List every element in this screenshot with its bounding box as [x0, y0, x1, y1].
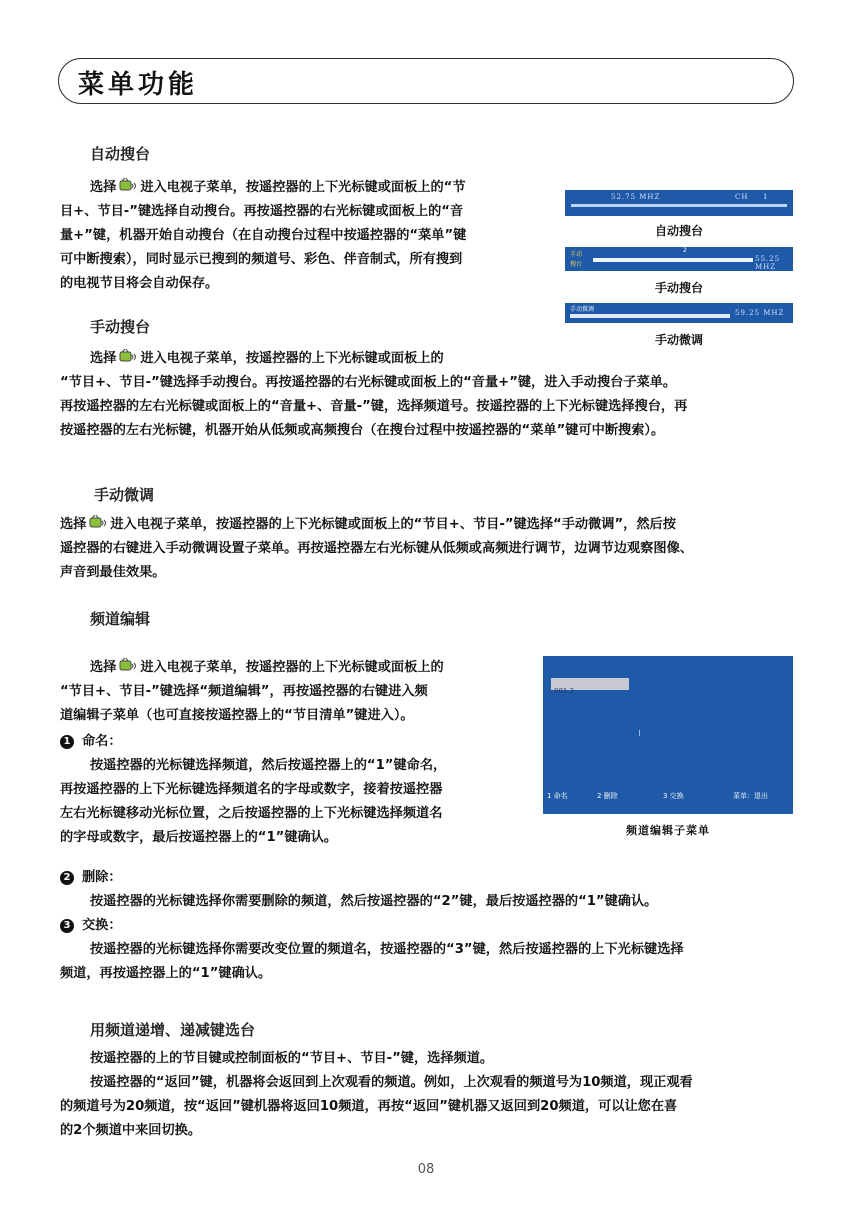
- bullet-3: 3: [60, 919, 74, 933]
- item-1-line-4: 的字母或数字，最后按遥控器上的“1”键确认。: [60, 830, 338, 845]
- fine-line-2: 遥控器的右键进入手动微调设置子菜单。再按遥控器左右光标键从低频或高频进行调节，边调节边观察图像、: [60, 541, 693, 556]
- auto-lead: 选择: [90, 180, 117, 195]
- manual-search-screen: [565, 247, 793, 271]
- fine-caption: 手动微调: [654, 333, 703, 347]
- item-3-line-2: 频道，再按遥控器上的“1”键确认。: [60, 966, 272, 981]
- page-title: 菜单功能: [78, 70, 199, 100]
- fine-freq: 59.25 MHZ: [735, 309, 785, 317]
- edit-highlight-text: 001 2: [554, 687, 575, 695]
- recall-line-3: 的频道号为20频道，按“返回”键机器将返回10频道，再按“返回”键机器又返回到20频道，可以让您在喜: [60, 1099, 678, 1114]
- item-3-line-1: 按遥控器的光标键选择你需要改变位置的频道名，按遥控器的“3”键，然后按遥控器的上下光标键选择: [90, 942, 684, 957]
- manual-search-paragraph: [60, 347, 800, 443]
- auto-line-1: 进入电视子菜单，按遥控器的上下光标键或面板上的“节: [140, 180, 466, 195]
- page-number: 08: [417, 1162, 435, 1177]
- item-3-label: 交换：: [82, 918, 122, 933]
- manual-line-1: 进入电视子菜单，按遥控器的上下光标键或面板上的: [140, 351, 444, 366]
- tv-icon: [118, 658, 138, 674]
- auto-search-paragraph: [60, 176, 540, 296]
- auto-ch-value: 1: [763, 193, 769, 201]
- heading-channel-edit: 频道编辑: [90, 610, 151, 628]
- fine-tune-paragraph: [60, 513, 800, 585]
- recall-line-1: 按遥控器的上的节目键或控制面板的“节目+、节目-”键，选择频道。: [90, 1051, 494, 1066]
- item-1-line-3: 左右光标键移动光标位置，之后按遥控器的上下光标键选择频道名: [60, 806, 443, 821]
- tv-icon: [118, 178, 138, 194]
- auto-line-5: 的电视节目将会自动保存。: [60, 276, 219, 291]
- item-1-line-2: 再按遥控器的上下光标键选择频道名的字母或数字，接着按遥控器: [60, 782, 443, 797]
- edit-tick: [639, 730, 640, 736]
- fine-lead: 选择: [60, 517, 87, 532]
- channel-recall-paragraph: [60, 1047, 800, 1143]
- bullet-2: 2: [60, 871, 74, 885]
- auto-freq: 52.75 MHZ: [611, 193, 661, 201]
- edit-highlight-row: [551, 678, 629, 695]
- manual-label-bottom: 搜台: [570, 261, 583, 268]
- edit-lead: 选择: [90, 660, 117, 675]
- item-2-label: 删除：: [82, 870, 122, 885]
- auto-caption: 自动搜台: [654, 224, 703, 238]
- channel-edit-items: [60, 866, 800, 986]
- fine-progress-track: [570, 314, 730, 318]
- heading-fine-tune: 手动微调: [94, 486, 155, 504]
- auto-line-2: 目+、节目-”键选择自动搜台。再按遥控器的右光标键或面板上的“音: [60, 204, 464, 219]
- channel-edit-paragraph: [60, 656, 520, 850]
- fine-tune-screen: [565, 303, 793, 323]
- manual-marker: 2: [683, 247, 687, 254]
- fine-label: 手动微调: [570, 306, 595, 313]
- recall-line-2: 按遥控器的“返回”键，机器将会返回到上次观看的频道。例如，上次观看的频道号为10频道，现正观看: [90, 1075, 693, 1090]
- edit-menu-rename: 1 命名: [547, 792, 568, 800]
- manual-line-3: 再按遥控器的左右光标键或面板上的“音量+、音量-”键，选择频道号。按遥控器的上下光标键选择搜台，再: [60, 399, 688, 414]
- edit-line-1: 进入电视子菜单，按遥控器的上下光标键或面板上的: [140, 660, 444, 675]
- fine-line-3: 声音到最佳效果。: [60, 565, 166, 580]
- bullet-1: 1: [60, 735, 74, 749]
- auto-ch-label: CH: [735, 193, 749, 201]
- edit-menu-swap: 3 交换: [663, 792, 684, 800]
- manual-line-4: 按遥控器的左右光标键，机器开始从低频或高频搜台（在搜台过程中按遥控器的“菜单”键可中断搜索）。: [60, 423, 665, 438]
- fine-line-1: 进入电视子菜单，按遥控器的上下光标键或面板上的“节目+、节目-”键选择“手动微调”，然后按: [110, 517, 676, 532]
- edit-caption: 频道编辑子菜单: [626, 824, 710, 837]
- edit-menu-exit: 菜单：退出: [733, 792, 768, 800]
- heading-auto-search: 自动搜台: [90, 145, 151, 163]
- heading-manual-search: 手动搜台: [90, 318, 151, 336]
- item-2-line-1: 按遥控器的光标键选择你需要删除的频道，然后按遥控器的“2”键，最后按遥控器的“1”键确认。: [90, 894, 658, 909]
- channel-edit-screen: [543, 656, 793, 814]
- recall-line-4: 的2个频道中来回切换。: [60, 1123, 202, 1138]
- manual-lead: 选择: [90, 351, 117, 366]
- manual-progress-track: [593, 258, 753, 262]
- edit-line-3: 道编辑子菜单（也可直接按遥控器上的“节目清单”键进入）。: [60, 708, 414, 723]
- tv-icon: [88, 515, 108, 531]
- edit-menu-delete: 2 删除: [597, 792, 618, 800]
- manual-freq: 55.25 MHZ: [755, 255, 781, 271]
- auto-line-3: 量+”键，机器开始自动搜台（在自动搜台过程中按遥控器的“菜单”键: [60, 228, 467, 243]
- auto-search-screen: [565, 190, 793, 216]
- item-1-label: 命名：: [82, 734, 122, 749]
- tv-icon: [118, 349, 138, 365]
- manual-caption: 手动搜台: [654, 281, 703, 295]
- manual-label-top: 手动: [570, 251, 583, 258]
- auto-line-4: 可中断搜索），同时显示已搜到的频道号、彩色、伴音制式，所有搜到: [60, 252, 463, 267]
- heading-channel-recall: 用频道递增、递减键选台: [90, 1021, 256, 1039]
- edit-line-2: “节目+、节目-”键选择“频道编辑”，再按遥控器的右键进入频: [60, 684, 428, 699]
- manual-line-2: “节目+、节目-”键选择手动搜台。再按遥控器的右光标键或面板上的“音量+”键，进入手动搜台子菜单。: [60, 375, 677, 390]
- auto-progress-track: [571, 204, 787, 207]
- item-1-line-1: 按遥控器的光标键选择频道，然后按遥控器上的“1”键命名，: [90, 758, 447, 773]
